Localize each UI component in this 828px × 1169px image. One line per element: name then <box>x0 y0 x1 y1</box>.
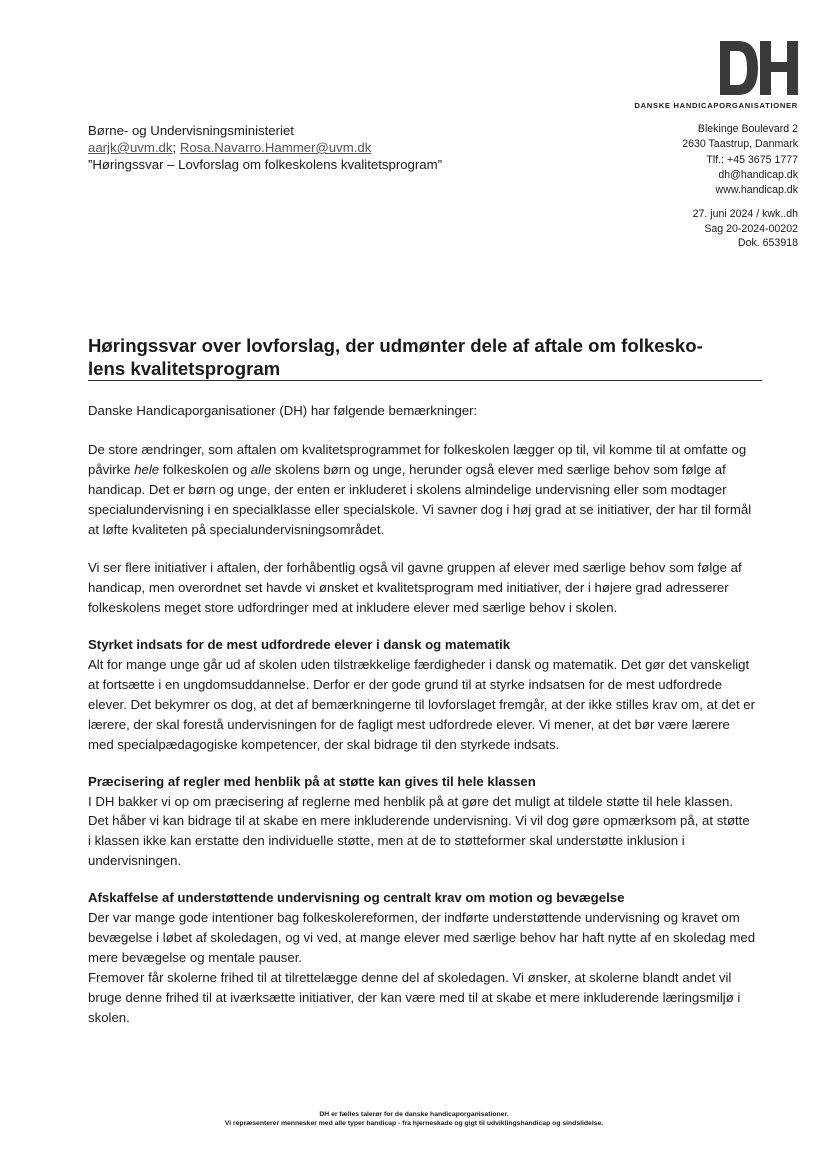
page-title-line: Høringssvar over lovforslag, der udmønter dele af aftale om folkesko- <box>88 335 703 356</box>
paragraph: Der var mange gode intentioner bag folkeskolereformen, der indførte understøttende undervisning og kravet om bevægelse i løbet af skoledagen, og vi ved, at mange elever med særlige behov har haft nytte af en skoledag med mere bevægelse og mentale pauser. <box>88 910 756 965</box>
sender-city: 2630 Taastrup, Danmark <box>682 138 798 151</box>
org-name: DANSKE HANDICAPORGANISATIONER <box>634 101 798 110</box>
dh-logo <box>720 41 798 95</box>
paragraph: I DH bakker vi op om præcisering af reglerne med henblik på at gøre det muligt at tildele støtte til hele klassen. Det håber vi kan bidrage til at skabe en mere inkluderende undervisning. Vi vil dog gøre opmærksom på, at støtte i klassen ikke kan erstatte den individuelle støtte, men at de to støtteformer skal understøtte inklusion i undervisningen. <box>88 793 750 869</box>
sender-website: www.handicap.dk <box>715 184 798 197</box>
recipient-ministry: Børne- og Undervisningsministeriet <box>88 123 294 138</box>
intro-paragraph: Danske Handicaporganisationer (DH) har følgende bemærkninger: <box>88 403 478 418</box>
paragraph: Vi ser flere initiativer i aftalen, der forhåbentlig også vil gavne gruppen af elever med særlige behov som følge af handicap, men overordnet set havde vi ønsket et kvalitetsprogram med initiativer, der i højere grad adresserer folkeskolens meget store udfordringer med at inkludere elever med særlige behov i skolen. <box>88 560 742 616</box>
recipient-subject: ”Høringssvar – Lovforslag om folkeskolens kvalitetsprogram” <box>88 157 442 172</box>
letter-body <box>88 401 756 1027</box>
document-info <box>693 207 798 251</box>
title-divider <box>88 380 762 381</box>
footer <box>0 1110 828 1128</box>
paragraph: Fremover får skolerne frihed til at tilrettelægge denne del af skoledagen. Vi ønsker, at skolerne blandt andet vil bruge denne frihed til at iværksætte initiativer, der kan være med til at skabe et mere inkluderende læringsmiljø i skolen. <box>88 969 741 1025</box>
paragraph: De store ændringer, som aftalen om kvalitetsprogrammet for folkeskolen lægger op til, vil komme til at omfatte og påvirke hele folkeskolen og alle skolens børn og unge, herunder også elever med særlige behov som følge af handicap. Det er børn og unge, der enten er inkluderet i skolens almindelige undervisning eller som modtager specialundervisning i en specialklasse eller specialskole. Vi savner dog i høj grad at se initiativer, der har til formål at løfte kvaliteten på specialundervisningsområdet. <box>88 441 752 537</box>
recipient-email-link[interactable]: Rosa.Navarro.Hammer@uvm.dk <box>179 140 372 155</box>
doc-case: Sag 20-2024-00202 <box>704 222 798 235</box>
doc-number: Dok. 653918 <box>737 237 798 250</box>
page-title <box>88 334 778 380</box>
section-heading: Afskaffelse af understøttende undervisning og centralt krav om motion og bevægelse <box>88 890 625 906</box>
email-separator: ; <box>172 140 177 155</box>
sender-phone: Tlf.: +45 3675 1777 <box>706 153 798 166</box>
paragraph: Alt for mange unge går ud af skolen uden tilstrækkelige færdigheder i dansk og matematik. Det gør det vanskeligt at fortsætte i en ungdomsuddannelse. Derfor er der gode grund til at styrke indsatsen for de mest udfordrede elever. Det bekymrer os dog, at det af bemærkningerne til lovforslaget fremgår, at der ikke stilles krav om, at det er lærere, der skal forestå undervisningen for de fagligt mest udfordrede elever. Vi mener, at det bør være lærere med specialpædagogiske kompetencer, der skal bidrage til den styrkede indsats. <box>88 657 755 752</box>
doc-date: 27. juni 2024 / kwk..dh <box>692 208 798 220</box>
recipient-email-link[interactable]: aarjk@uvm.dk <box>88 140 173 155</box>
sender-block <box>682 122 798 198</box>
footer-line: Vi repræsenterer mennesker med alle typer handicap - fra hjerneskade og gigt til udviklingshandicap og sindslidelse. <box>224 1120 604 1127</box>
section-heading: Præcisering af regler med henblik på at støtte kan gives til hele klassen <box>88 773 536 789</box>
sender-address: Blekinge Boulevard 2 <box>697 123 798 135</box>
recipient-block <box>88 122 442 173</box>
recipient-emails <box>88 139 442 156</box>
sender-email: dh@handicap.dk <box>718 168 798 181</box>
section-heading: Styrket indsats for de mest udfordrede elever i dansk og matematik <box>88 637 511 653</box>
page-title-line: lens kvalitetsprogram <box>88 358 281 379</box>
footer-line: DH er fælles talerør for de danske handicaporganisationer. <box>319 1111 509 1118</box>
